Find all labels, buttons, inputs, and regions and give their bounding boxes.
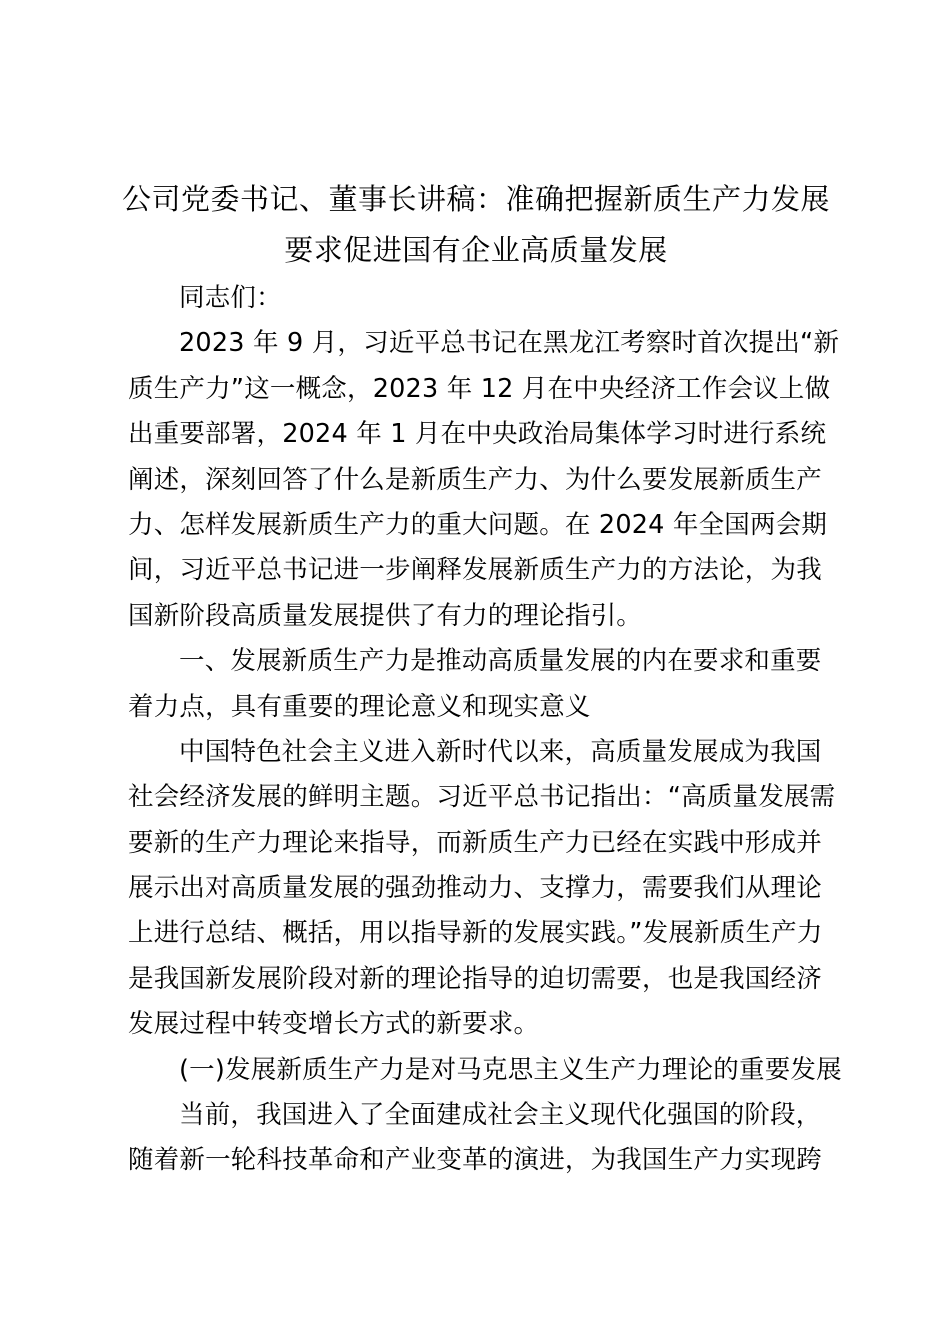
paragraph-line: 展示出对高质量发展的强劲推动力、支撑力，需要我们从理论 — [128, 873, 822, 904]
paragraph-line: 阐述，深刻回答了什么是新质生产力、为什么要发展新质生产 — [128, 464, 822, 495]
subsection-heading: (一)发展新质生产力是对马克思主义生产力理论的重要发展 — [179, 1054, 842, 1085]
paragraph-line: 2023 年 9 月，习近平总书记在黑龙江考察时首次提出“新 — [179, 328, 840, 359]
paragraph-line: 社会经济发展的鲜明主题。习近平总书记指出：“高质量发展需 — [128, 782, 836, 813]
paragraph-line: 要新的生产力理论来指导，而新质生产力已经在实践中形成并 — [128, 827, 822, 858]
paragraph-line: 当前，我国进入了全面建成社会主义现代化强国的阶段， — [179, 1100, 822, 1131]
paragraph-line: 力、怎样发展新质生产力的重大问题。在 2024 年全国两会期 — [128, 509, 828, 540]
paragraph-line: 国新阶段高质量发展提供了有力的理论指引。 — [128, 600, 643, 631]
paragraph-line: 出重要部署，2024 年 1 月在中央政治局集体学习时进行系统 — [128, 419, 827, 450]
paragraph-line: 是我国新发展阶段对新的理论指导的迫切需要，也是我国经济 — [128, 963, 822, 994]
paragraph-line: 上进行总结、概括，用以指导新的发展实践。”发展新质生产力 — [128, 918, 823, 949]
paragraph-line: 间，习近平总书记进一步阐释发展新质生产力的方法论，为我 — [128, 555, 822, 586]
section-heading-line: 着力点，具有重要的理论意义和现实意义 — [128, 691, 591, 722]
paragraph-line: 质生产力”这一概念，2023 年 12 月在中央经济工作会议上做 — [128, 373, 831, 404]
title-line-1: 公司党委书记、董事长讲稿：准确把握新质生产力发展 — [121, 182, 830, 216]
paragraph-line: 中国特色社会主义进入新时代以来，高质量发展成为我国 — [179, 736, 822, 767]
section-heading-line: 一、发展新质生产力是推动高质量发展的内在要求和重要 — [179, 646, 822, 677]
salutation: 同志们： — [179, 283, 282, 313]
paragraph-line: 发展过程中转变增长方式的新要求。 — [128, 1009, 540, 1040]
paragraph-line: 随着新一轮科技革命和产业变革的演进，为我国生产力实现跨 — [128, 1145, 822, 1176]
document-body — [128, 276, 842, 1184]
document-title — [120, 174, 832, 276]
title-line-2: 要求促进国有企业高质量发展 — [284, 233, 668, 267]
